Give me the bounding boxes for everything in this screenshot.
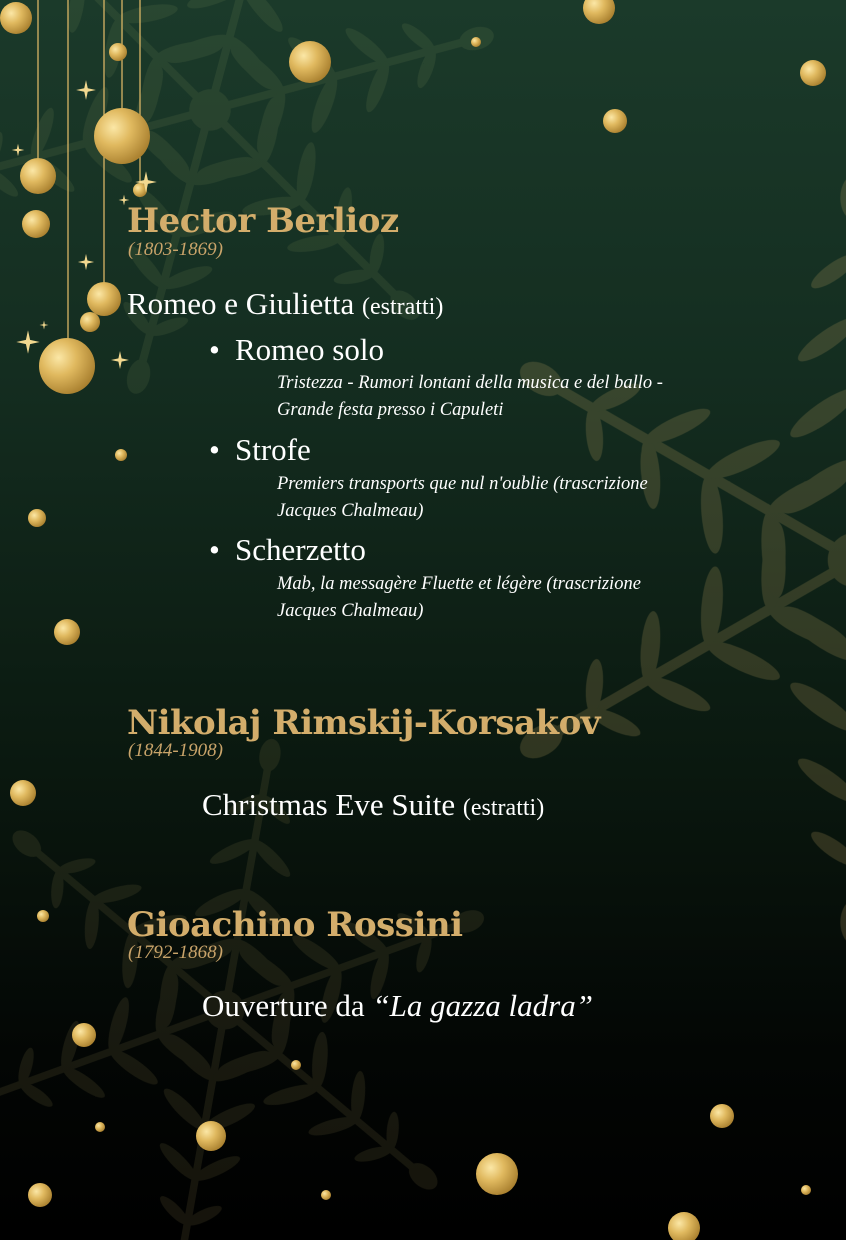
- work-title-text: Romeo e Giulietta: [127, 286, 355, 321]
- movement-description: [277, 571, 737, 625]
- movement-item: [209, 533, 366, 567]
- description-line: Tristezza - Rumori lontani della musica e del ballo -: [277, 373, 663, 393]
- bullet-icon: •: [209, 332, 220, 367]
- work-title: [202, 989, 593, 1023]
- work-title: [202, 788, 544, 825]
- work-title-text: Christmas Eve Suite: [202, 787, 456, 822]
- work-title-italic: “La gazza ladra”: [372, 988, 593, 1023]
- description-line: Grande festa presso i Capuleti: [277, 400, 504, 420]
- work-note: (estratti): [362, 294, 444, 320]
- movement-title: Scherzetto: [235, 532, 366, 567]
- movement-title: Romeo solo: [235, 332, 384, 367]
- hanging-ornament-icon: [0, 2, 150, 394]
- movement-description: [277, 370, 737, 424]
- composer-name: Gioachino Rossini: [127, 905, 463, 945]
- snowflake-icon: [0, 693, 535, 1240]
- description-line: Mab, la messagère Fluette et légère (trascrizione: [277, 574, 641, 594]
- composer-dates: (1844-1908): [128, 740, 223, 761]
- bullet-icon: •: [209, 432, 220, 467]
- description-line: Jacques Chalmeau): [277, 501, 424, 521]
- composer-name: Hector Berlioz: [127, 201, 399, 241]
- movement-item: [209, 333, 384, 367]
- work-prefix: Ouverture da: [202, 988, 365, 1023]
- composer-dates: (1803-1869): [128, 239, 223, 260]
- description-line: Jacques Chalmeau): [277, 601, 424, 621]
- snowflake-icon: [482, 175, 846, 946]
- work-title: [127, 287, 443, 324]
- work-note: (estratti): [462, 795, 545, 821]
- description-line: Premiers transports que nul n'oublie (trascrizione: [277, 474, 648, 494]
- composer-name: Nikolaj Rimskij-Korsakov: [127, 703, 601, 743]
- movement-description: [277, 471, 737, 525]
- movement-item: [209, 433, 311, 467]
- bullet-icon: •: [209, 532, 220, 567]
- composer-dates: (1792-1868): [128, 942, 223, 963]
- movement-title: Strofe: [235, 432, 311, 467]
